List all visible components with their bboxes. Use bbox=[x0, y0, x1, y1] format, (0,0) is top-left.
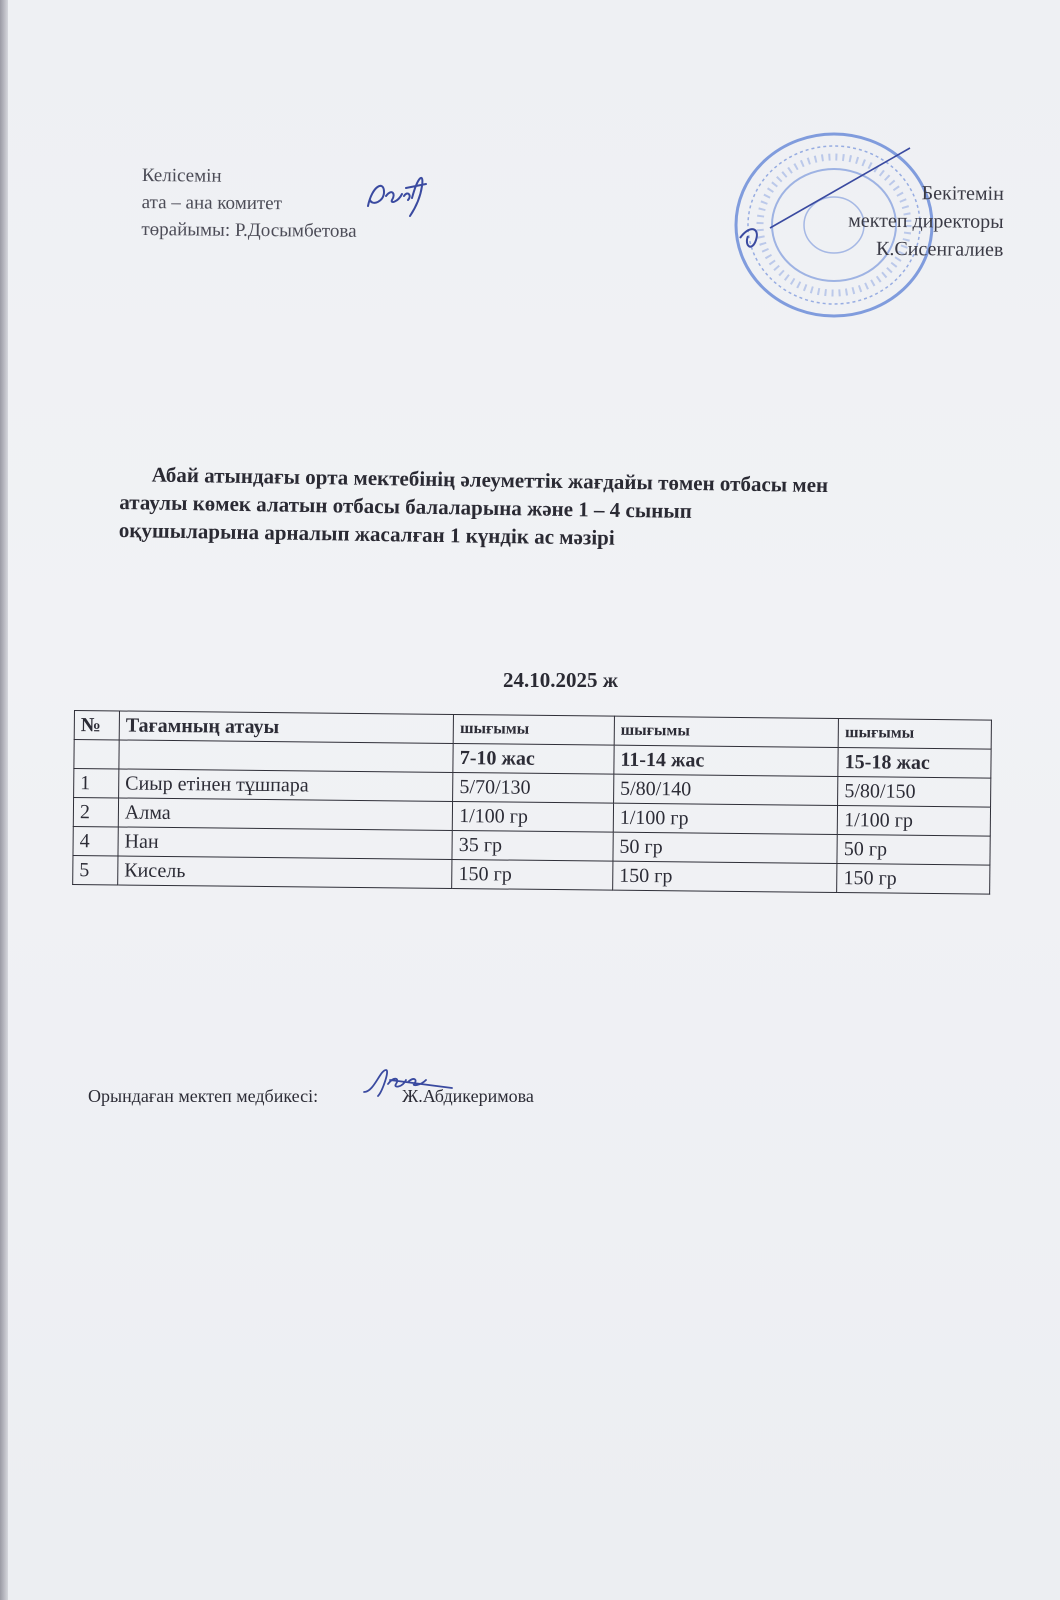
row-portion-age-3: 1/100 гр bbox=[837, 806, 990, 837]
nurse-label: Орындаған мектеп медбикесі: bbox=[88, 1086, 319, 1106]
row-portion-age-2: 1/100 гр bbox=[613, 803, 838, 834]
menu-date: 24.10.2025 ж bbox=[503, 668, 618, 692]
age-row-empty-name bbox=[119, 740, 454, 772]
row-dish-name: Алма bbox=[118, 798, 453, 830]
header-age-3: 15-18 жас bbox=[838, 748, 991, 779]
header-yield-1: шығымы bbox=[453, 714, 614, 745]
approved-director: мектеп директоры bbox=[848, 209, 1004, 233]
row-portion-age-3: 5/80/150 bbox=[838, 777, 991, 808]
row-portion-age-1: 35 гр bbox=[452, 830, 613, 861]
row-portion-age-1: 5/70/130 bbox=[453, 772, 614, 803]
nurse-name: Ж.Абдикеримова bbox=[402, 1086, 534, 1106]
agreed-chairperson: төрайымы: Р.Досымбетова bbox=[141, 218, 357, 242]
row-portion-age-1: 150 гр bbox=[452, 859, 613, 890]
heading-line-1: Абай атындағы орта мектебінің әлеуметтік жағдайы төмен отбасы мен bbox=[151, 462, 829, 498]
agreed-block bbox=[141, 162, 357, 245]
row-dish-name: Нан bbox=[118, 827, 453, 859]
row-number: 1 bbox=[74, 769, 119, 798]
header-age-2: 11-14 жас bbox=[614, 745, 839, 776]
document-heading bbox=[119, 460, 1020, 558]
header-yield-2: шығымы bbox=[614, 716, 839, 747]
age-row-empty-number bbox=[74, 740, 119, 769]
row-portion-age-3: 150 гр bbox=[837, 864, 990, 895]
approved-block bbox=[779, 178, 1004, 264]
row-number: 2 bbox=[73, 798, 118, 827]
menu-table bbox=[72, 710, 992, 895]
row-portion-age-1: 1/100 гр bbox=[453, 801, 614, 832]
agreed-committee: ата – ана комитет bbox=[141, 191, 283, 215]
row-portion-age-2: 5/80/140 bbox=[613, 774, 838, 805]
header-age-1: 7-10 жас bbox=[453, 743, 614, 774]
row-dish-name: Кисель bbox=[118, 856, 453, 888]
page-edge-shadow bbox=[0, 0, 8, 1600]
header-number: № bbox=[74, 711, 119, 740]
nurse-signature-icon bbox=[360, 1062, 460, 1102]
row-portion-age-2: 50 гр bbox=[613, 832, 838, 863]
row-number: 5 bbox=[73, 855, 118, 884]
row-portion-age-2: 150 гр bbox=[613, 861, 838, 892]
header-yield-3: шығымы bbox=[838, 719, 991, 750]
agreed-title: Келісемін bbox=[141, 164, 222, 187]
committee-signature-icon bbox=[362, 166, 434, 218]
header-dish-name: Тағамның атауы bbox=[119, 711, 454, 743]
heading-line-3: оқушыларына арналып жасалған 1 күндік ас мәзірі bbox=[118, 517, 615, 550]
nurse-signature-line bbox=[88, 1086, 534, 1107]
approved-director-name: К.Сисенгалиев bbox=[875, 237, 1004, 261]
approved-title: Бекітемін bbox=[921, 182, 1004, 205]
row-number: 4 bbox=[73, 826, 118, 855]
heading-line-2: атаулы көмек алатын отбасы балаларына және 1 – 4 сынып bbox=[119, 489, 693, 523]
row-portion-age-3: 50 гр bbox=[837, 835, 990, 866]
row-dish-name: Сиыр етінен тұшпара bbox=[119, 769, 454, 801]
